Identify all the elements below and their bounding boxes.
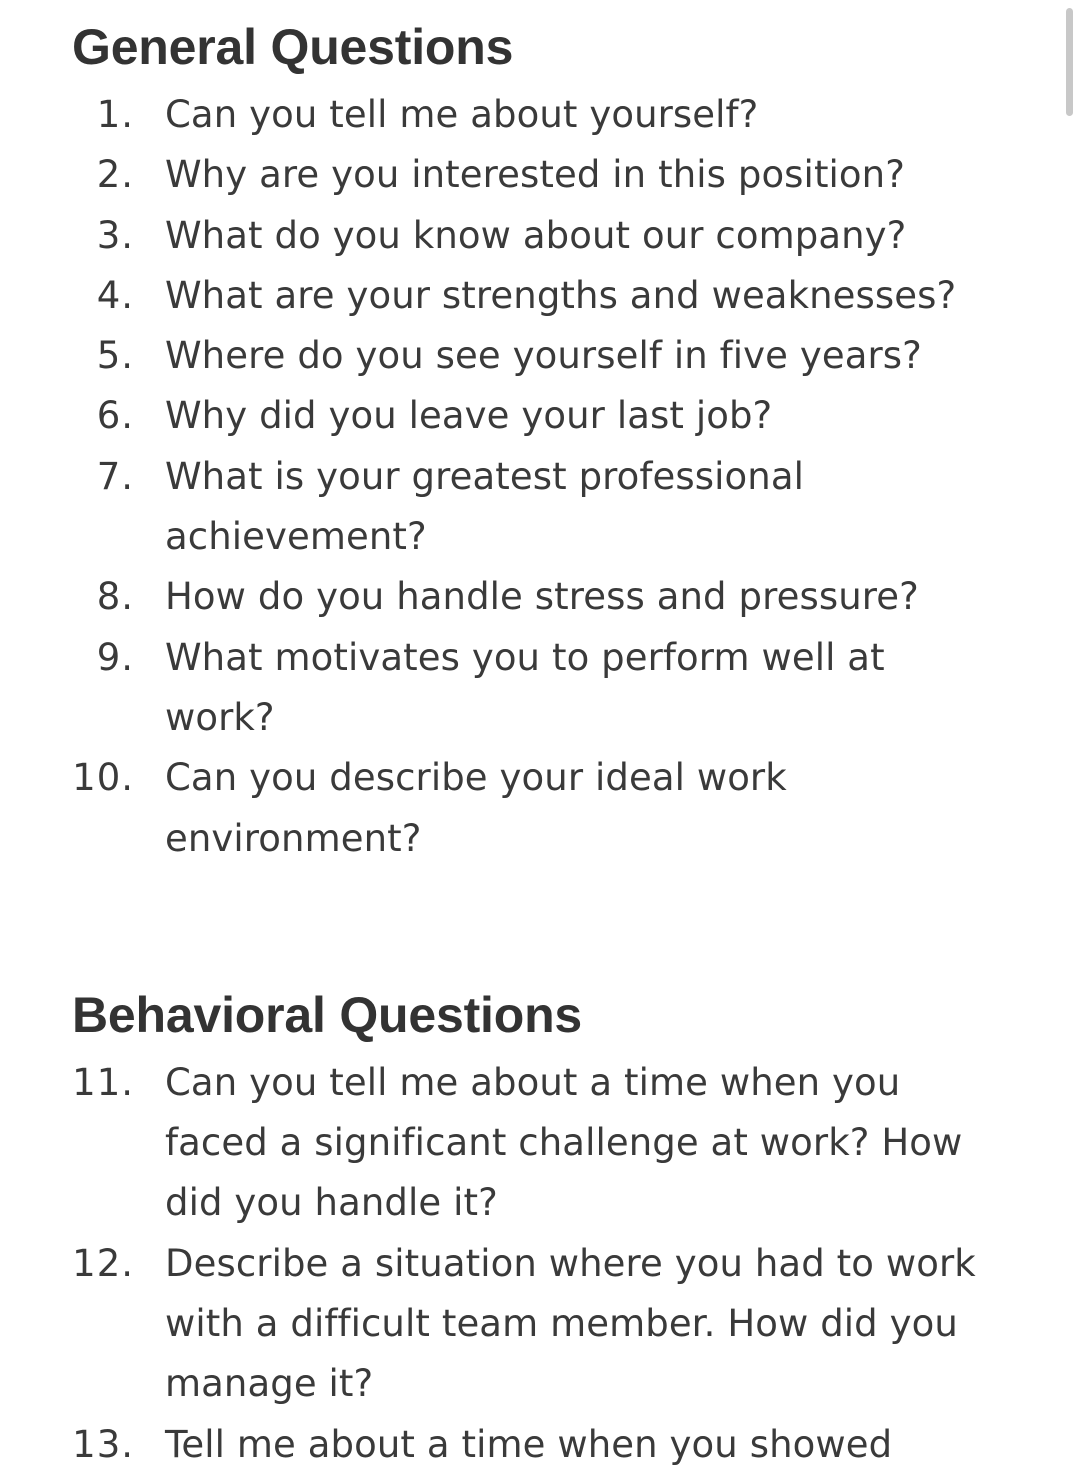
question-text: Why did you leave your last job? bbox=[165, 394, 773, 438]
question-number: 11. bbox=[72, 1060, 134, 1104]
question-text: Can you describe your ideal work environment? bbox=[165, 756, 787, 860]
question-number: 10. bbox=[72, 756, 134, 800]
document-content bbox=[72, 0, 1032, 1475]
question-item bbox=[72, 748, 1032, 869]
question-item bbox=[72, 567, 1032, 627]
question-text: Tell me about a time when you showed bbox=[165, 1422, 893, 1466]
question-list-general bbox=[72, 85, 1032, 869]
question-item bbox=[72, 85, 1032, 145]
section-title-behavioral: Behavioral Questions bbox=[72, 986, 583, 1043]
question-item bbox=[72, 628, 1032, 749]
question-number: 7. bbox=[96, 454, 134, 498]
section-title-general: General Questions bbox=[72, 19, 514, 75]
question-list-behavioral bbox=[72, 1053, 1032, 1475]
question-number: 1. bbox=[96, 93, 134, 136]
question-text: How do you handle stress and pressure? bbox=[165, 575, 919, 619]
question-item bbox=[72, 326, 1032, 386]
question-text: Describe a situation where you had to work with a difficult team member. How did you manage it? bbox=[165, 1241, 976, 1406]
question-item bbox=[72, 266, 1032, 326]
question-number: 12. bbox=[72, 1241, 134, 1285]
scrollbar-thumb[interactable] bbox=[1066, 8, 1073, 116]
question-text: What are your strengths and weaknesses? bbox=[165, 273, 957, 317]
question-item bbox=[72, 1053, 1032, 1234]
question-text: Why are you interested in this position? bbox=[165, 153, 905, 197]
question-item bbox=[72, 1234, 1032, 1415]
question-item bbox=[72, 1415, 1032, 1475]
question-number: 3. bbox=[96, 213, 134, 257]
question-number: 6. bbox=[96, 394, 134, 438]
question-number: 5. bbox=[96, 334, 134, 378]
question-number: 8. bbox=[96, 575, 134, 619]
question-item bbox=[72, 386, 1032, 446]
question-item bbox=[72, 145, 1032, 205]
question-number: 4. bbox=[96, 273, 134, 317]
question-text: What motivates you to perform well at work? bbox=[165, 635, 885, 739]
question-item bbox=[72, 206, 1032, 266]
question-text: Can you tell me about a time when you faced a significant challenge at work? How did you handle it? bbox=[165, 1060, 963, 1225]
question-number: 2. bbox=[96, 153, 134, 197]
question-text: What is your greatest professional achievement? bbox=[165, 454, 804, 559]
question-text: Can you tell me about yourself? bbox=[165, 93, 759, 136]
question-text: What do you know about our company? bbox=[165, 213, 907, 257]
question-number: 9. bbox=[96, 635, 134, 679]
question-text: Where do you see yourself in five years? bbox=[165, 334, 922, 378]
question-number: 13. bbox=[72, 1422, 134, 1466]
question-item bbox=[72, 447, 1032, 568]
